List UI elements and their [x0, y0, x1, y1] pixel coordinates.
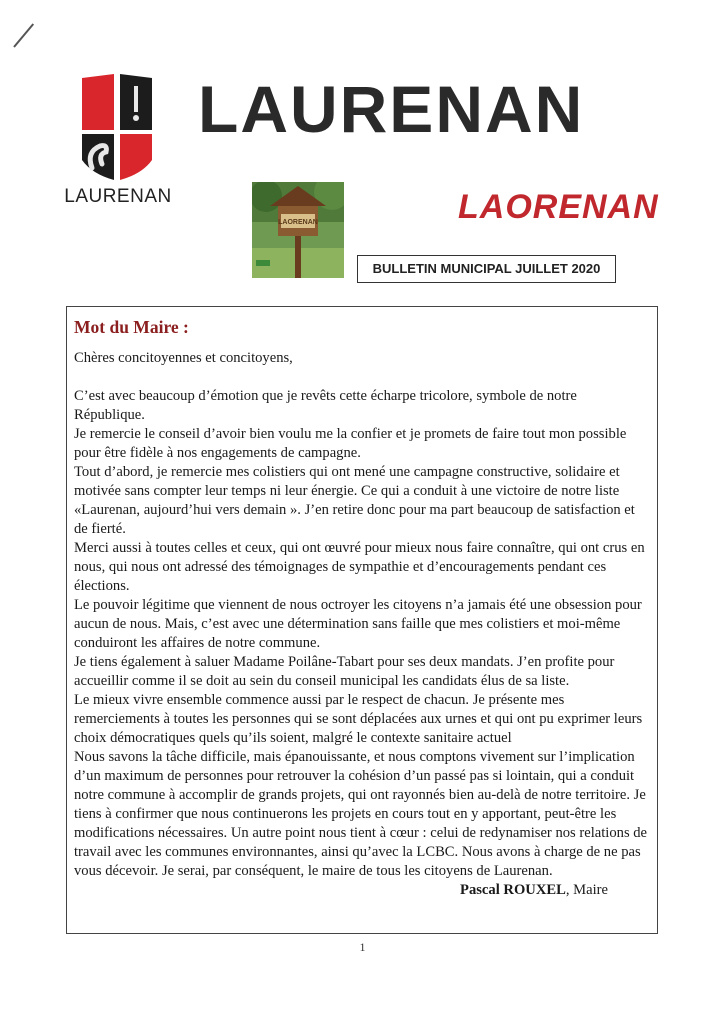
letter-paragraph: C’est avec beaucoup d’émotion que je revêts cette écharpe tricolore, symbole de notre République. [74, 388, 577, 423]
breton-title: LAORENAN [458, 188, 659, 226]
letter-paragraph: Merci aussi à toutes celles et ceux, qui ont œuvré pour mieux nous faire connaître, qui ont crus en nous, qui nous ont adressé des témoignages de sympathie et d’encouragements pendant ces élections. [74, 540, 645, 594]
letter-paragraph: Nous savons la tâche difficile, mais épanouissante, et nous comptons vivement sur l’implication d’un maximum de personnes pour retrouver la cohésion d’un passé pas si lointain, qui a conduit notre commune à accomplir de grands projets, qui ont rayonnés bien au-delà de notre territoire. Je tiens à confirmer que nous continuerons les projets en cours tout en y apportant, peut-être les modifications nécessaires. Un autre point nous tient à cœur : celui de redynamiser nos relations de travail avec les communes environnantes, ainsi qu’avec la LCBC. Nous avons à charge de ne pas vous décevoir. Je serai, par conséquent, le maire de tous les citoyens de Laurenan. [74, 749, 648, 879]
corner-scan-mark [13, 23, 34, 47]
logo-caption: LAURENAN [64, 186, 172, 207]
sign-text: LAORENAN [278, 219, 318, 226]
letter-paragraph: Le mieux vivre ensemble commence aussi par le respect de chacun. Je présente mes remerciements à toutes les personnes qui se sont déplacées aux urnes et qui ont pu exprimer leurs choix démocratiques quels qu’ils soient, malgré le contexte sanitaire actuel [74, 692, 643, 746]
bulletin-label: BULLETIN MUNICIPAL JUILLET 2020 [357, 255, 616, 283]
page-title: LAURENAN [198, 72, 585, 146]
letter-paragraph: Je tiens également à saluer Madame Poilâne-Tabart pour ses deux mandats. J’en profite pour accueillir comme il se doit au sein du conseil municipal les candidats élus de sa liste. [74, 654, 615, 689]
coat-of-arms-logo [78, 72, 156, 184]
village-sign-photo [252, 182, 344, 278]
signature-title: , Maire [565, 882, 608, 898]
letter-signature [74, 881, 650, 900]
letter-paragraph: Le pouvoir légitime que viennent de nous octroyer les citoyens n’a jamais été une obsession pour aucun de nous. Mais, c’est avec une détermination sans faille que mes colistiers et moi-même conduiront les affaires de notre commune. [74, 597, 642, 651]
letter-paragraph: Tout d’abord, je remercie mes colistiers qui ont mené une campagne constructive, solidaire et motivée sans compter leur temps ni leur énergie. Ce qui a conduit à une victoire de notre liste «Laurenan, aujourd’hui vers demain ». J’en retire donc pour ma part beaucoup de satisfaction et de fierté. [74, 464, 635, 537]
mayor-letter [66, 306, 658, 934]
signature-name: Pascal ROUXEL [460, 882, 566, 898]
page-number: 1 [359, 940, 366, 954]
letter-heading: Mot du Maire : [74, 317, 189, 337]
letter-salutation: Chères concitoyennes et concitoyens, [74, 350, 293, 366]
letter-paragraph: Je remercie le conseil d’avoir bien voulu me la confier et je promets de faire tout mon possible pour être fidèle à nos engagements de campagne. [74, 426, 627, 461]
